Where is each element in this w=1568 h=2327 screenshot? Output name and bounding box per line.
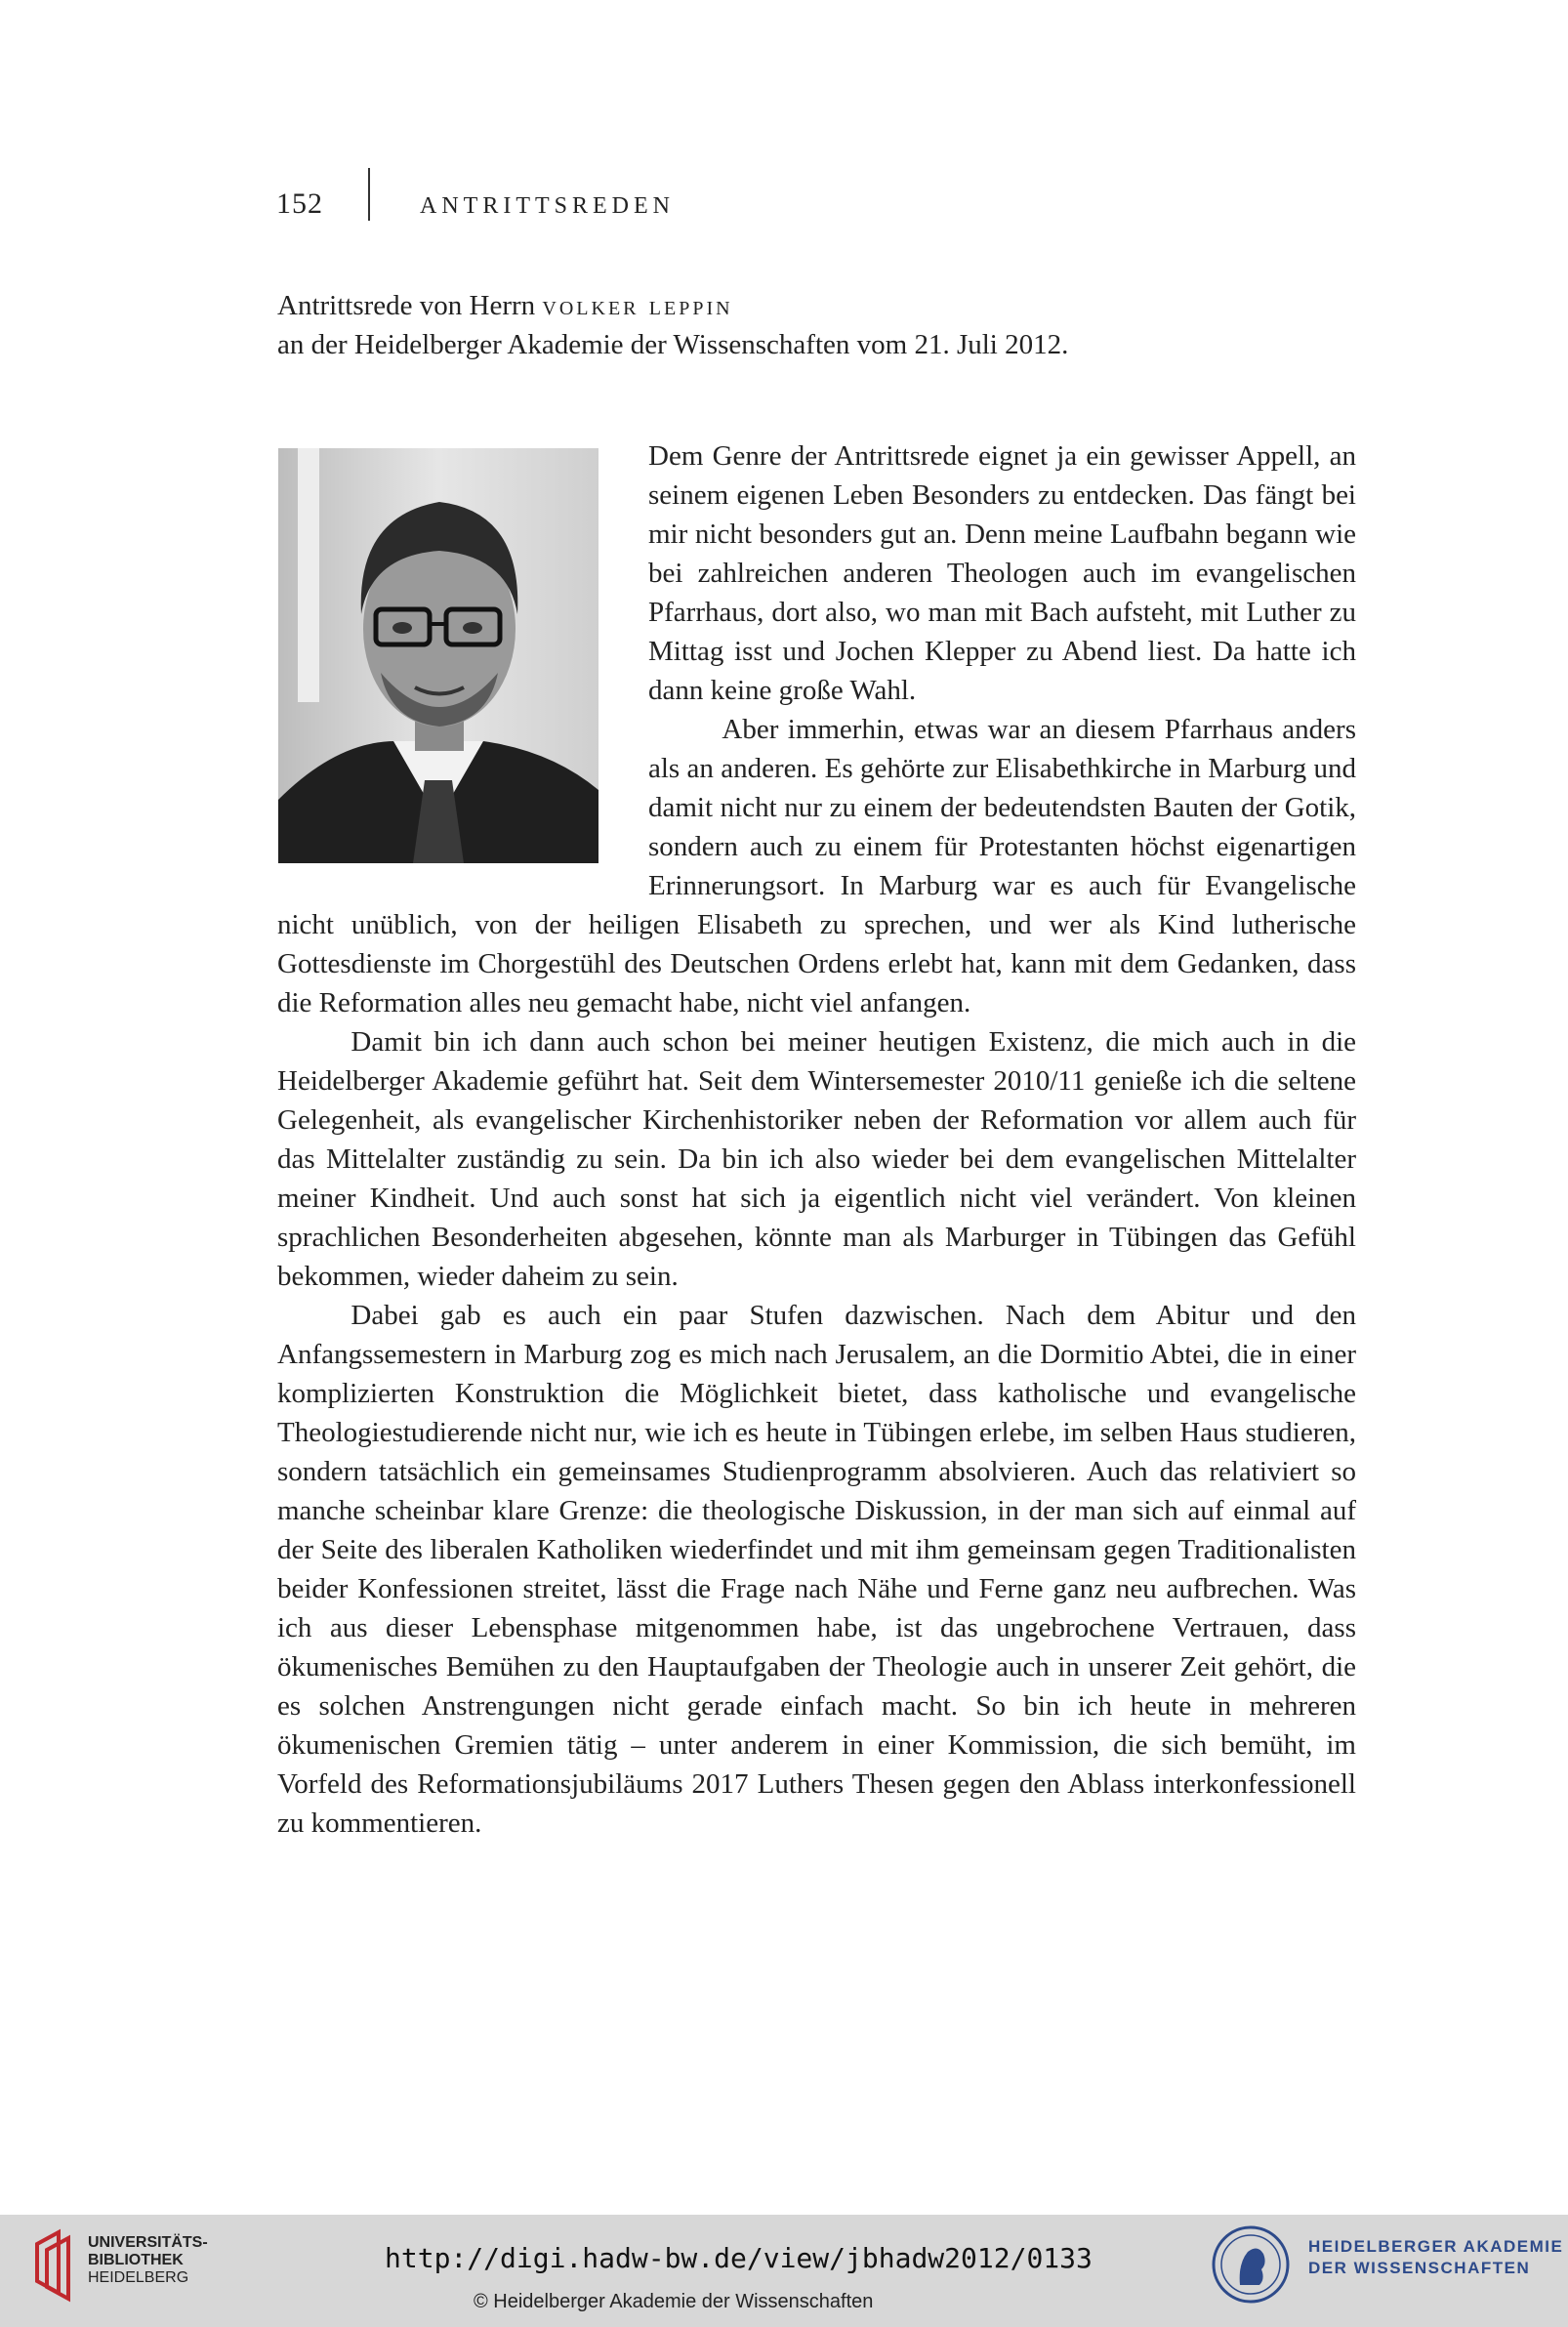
paragraph-2: Aber immerhin, etwas war an diesem Pfarrhaus anders als an anderen. Es gehörte zur Elisabethkirche in Marburg und damit nicht nur zu einem der bedeutendsten Bauten der Gotik, sondern auch zu einem für Protestanten höchst eigenartigen Erinnerungsort. In Marburg war es auch für Evangelische nicht unüblich, von der heiligen Elisabeth zu sprechen, und wer als Kind lutherische Gottesdienste im Chorgestühl des Deutschen Ordens erlebt hat, kann mit dem Gedanken, dass die Reformation alles neu gemacht habe, nicht viel anfangen. xyxy=(277,714,1356,1018)
ub-line-1: UNIVERSITÄTS- xyxy=(88,2234,208,2251)
document-url-link[interactable]: http://digi.hadw-bw.de/view/jbhadw2012/0133 xyxy=(385,2242,1093,2274)
page-number: 152 xyxy=(276,187,323,220)
ub-line-3: HEIDELBERG xyxy=(88,2269,189,2286)
academy-line-1: HEIDELBERGER AKADEMIE xyxy=(1308,2237,1564,2256)
academy-name xyxy=(1308,2236,1563,2279)
intro-line-2: an der Heidelberger Akademie der Wissenschaften vom 21. Juli 2012. xyxy=(277,329,1069,360)
intro-line-1 xyxy=(277,286,1361,325)
paragraph-1: Dem Genre der Antrittsrede eignet ja ein gewisser Appell, an seinem eigenen Leben Besonders zu entdecken. Das fängt bei mir nicht besonders gut an. Denn meine Laufbahn begann wie bei zahlreichen anderen Theologen auch im evangelischen Pfarrhaus, dort also, wo man mit Bach aufsteht, mit Luther zu Mittag isst und Jochen Klepper zu Abend liest. Da hatte ich dann keine große Wahl. xyxy=(648,440,1356,706)
copyright-notice: © Heidelberger Akademie der Wissenschaften xyxy=(474,2291,874,2312)
university-library-name xyxy=(88,2234,208,2287)
academy-seal-icon xyxy=(1211,2224,1291,2305)
speaker-name: volker leppin xyxy=(542,290,733,321)
university-library-logo-icon xyxy=(29,2224,88,2303)
speech-intro xyxy=(277,286,1361,364)
intro-prefix: Antrittsrede von Herrn xyxy=(277,290,543,321)
academy-line-2: DER WISSENSCHAFTEN xyxy=(1308,2259,1531,2277)
portrait-float-spacer xyxy=(277,436,648,895)
ub-line-2: BIBLIOTHEK xyxy=(88,2252,184,2268)
paragraph-4: Dabei gab es auch ein paar Stufen dazwischen. Nach dem Abitur und den Anfangssemestern in Marburg zog es mich nach Jerusalem, an die Dormitio Abtei, die in einer komplizierten Konstruktion die Möglichkeit bietet, dass katholische und evangelische Theologiestudierende nicht nur, wie ich es heute in Tübingen erlebe, im selben Haus studieren, sondern tatsächlich ein gemeinsames Studienprogramm absolvieren. Auch das relativiert so manche scheinbar klare Grenze: die theologische Diskussion, in der man sich auf einmal auf der Seite des liberalen Katholiken wiederfindet und mit ihm gemeinsam gegen Traditionalisten beider Konfessionen streitet, lässt die Frage nach Nähe und Ferne ganz neu aufbrechen. Was ich aus dieser Lebensphase mitgenommen habe, ist das ungebrochene Vertrauen, dass ökumenisches Bemühen zu den Hauptaufgaben der Theologie auch in unserer Zeit gehört, die es solchen Anstrengungen nicht gerade einfach macht. So bin ich heute in mehreren ökumenischen Gremien tätig – unter anderem in einer Kommission, die sich bemüht, im Vorfeld des Reformationsjubiläums 2017 Luthers Thesen gegen den Ablass interkonfessionell zu kommentieren. xyxy=(277,1300,1356,1839)
header-divider xyxy=(368,168,370,221)
running-head: ANTRITTSREDEN xyxy=(420,193,675,219)
paragraph-3: Damit bin ich dann auch schon bei meiner heutigen Existenz, die mich auch in die Heidelberger Akademie geführt hat. Seit dem Wintersemester 2010/11 genieße ich die seltene Gelegenheit, als evangelischer Kirchenhistoriker neben der Reformation vor allem auch für das Mittelalter zuständig zu sein. Da bin ich also wieder bei dem evangelischen Mittelalter meiner Kindheit. Und auch sonst hat sich ja eigentlich nicht viel verändert. Von kleinen sprachlichen Besonderheiten abgesehen, könnte man als Marburger in Tübingen das Gefühl bekommen, wieder daheim zu sein. xyxy=(277,1026,1356,1292)
speech-text xyxy=(277,436,1356,1843)
